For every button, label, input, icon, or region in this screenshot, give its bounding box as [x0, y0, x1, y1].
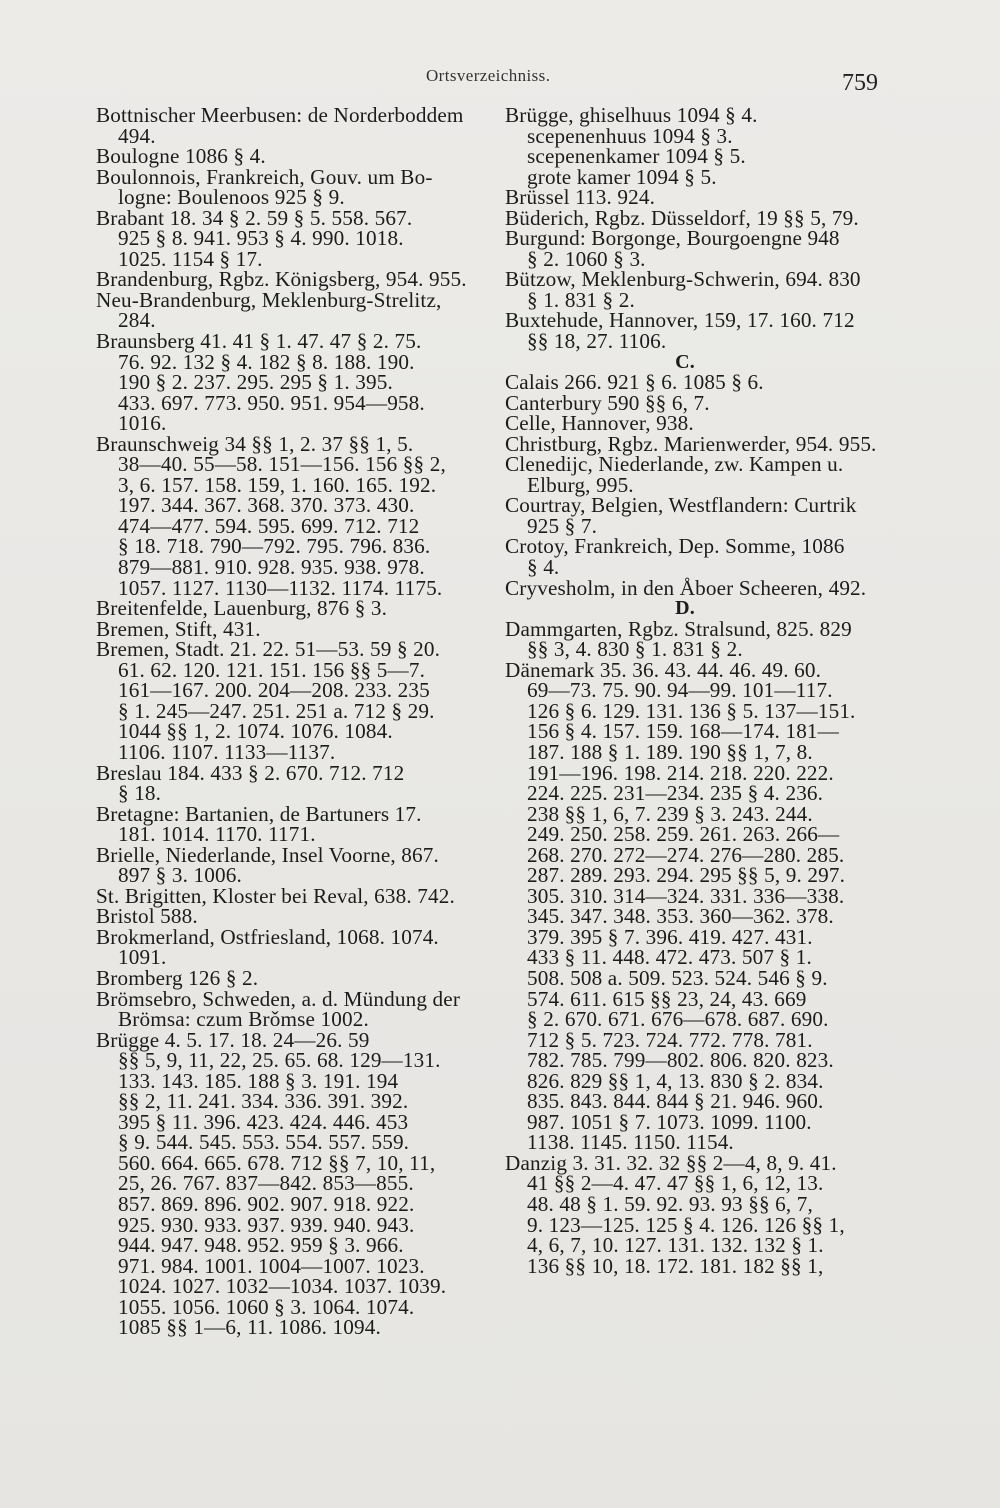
index-entry-continuation: §§ 5, 9, 11, 22, 25. 65. 68. 129—131. — [118, 1048, 441, 1073]
index-entry-continuation: 879—881. 910. 928. 935. 938. 978. — [118, 555, 425, 580]
index-entry-continuation: 38—40. 55—58. 151—156. 156 §§ 2, — [118, 452, 446, 477]
index-entry-continuation: 61. 62. 120. 121. 151. 156 §§ 5—7. — [118, 657, 426, 682]
index-entry-continuation: 287. 289. 293. 294. 295 §§ 5, 9. 297. — [527, 863, 846, 888]
index-entry: Neu-Brandenburg, Meklenburg-Strelitz, — [96, 287, 442, 312]
index-entry-continuation: § 1. 245—247. 251. 251 a. 712 § 29. — [118, 698, 435, 723]
index-entry: Crotoy, Frankreich, Dep. Somme, 1086 — [505, 534, 845, 559]
index-entry-continuation: 249. 250. 258. 259. 261. 263. 266— — [527, 822, 840, 847]
index-entry-continuation: 1016. — [118, 411, 167, 436]
index-entry: Brömsebro, Schweden, a. d. Mündung der — [96, 986, 461, 1011]
index-entry-continuation: 835. 843. 844. 844 § 21. 946. 960. — [527, 1089, 824, 1114]
index-entry: Brielle, Niederlande, Insel Voorne, 867. — [96, 842, 439, 867]
index-entry-continuation: §§ 3, 4. 830 § 1. 831 § 2. — [527, 637, 743, 662]
page-number: 759 — [842, 70, 878, 96]
index-entry-continuation: 268. 270. 272—274. 276—280. 285. — [527, 842, 845, 867]
index-entry-continuation: §§ 18, 27. 1106. — [527, 329, 667, 354]
index-entry-continuation: § 2. 670. 671. 676—678. 687. 690. — [527, 1007, 829, 1032]
index-entry-continuation: 826. 829 §§ 1, 4, 13. 830 § 2. 834. — [527, 1068, 824, 1093]
index-entry: Christburg, Rgbz. Marienwerder, 954. 955. — [505, 431, 877, 456]
index-entry-continuation: § 18. 718. 790—792. 795. 796. 836. — [118, 534, 431, 559]
index-entry-continuation: 1024. 1027. 1032—1034. 1037. 1039. — [118, 1274, 447, 1299]
index-entry-continuation: § 18. — [118, 781, 162, 806]
index-entry-continuation: 187. 188 § 1. 189. 190 §§ 1, 7, 8. — [527, 739, 813, 764]
index-entry: Boulogne 1086 § 4. — [96, 144, 266, 169]
index-entry-continuation: 433 § 11. 448. 472. 473. 507 § 1. — [527, 945, 812, 970]
index-entry: Calais 266. 921 § 6. 1085 § 6. — [505, 370, 764, 395]
index-entry-continuation: 156 § 4. 157. 159. 168—174. 181— — [527, 719, 840, 744]
index-entry-continuation: § 9. 544. 545. 553. 554. 557. 559. — [118, 1130, 410, 1155]
index-entry-continuation: 574. 611. 615 §§ 23, 24, 43. 669 — [527, 986, 807, 1011]
index-entry: Brokmerland, Ostfriesland, 1068. 1074. — [96, 924, 439, 949]
index-entry: Brügge, ghiselhuus 1094 § 4. — [505, 103, 758, 127]
index-entry-continuation: Brömsa: czum Brǒmse 1002. — [118, 1007, 369, 1032]
index-entry: Bristol 588. — [96, 904, 198, 929]
index-entry: Burgund: Borgonge, Bourgoengne 948 — [505, 226, 840, 251]
index-entry-continuation: scepenenkamer 1094 § 5. — [527, 144, 746, 169]
index-entry-continuation: 987. 1051 § 7. 1073. 1099. 1100. — [527, 1109, 812, 1134]
index-entry-continuation: 197. 344. 367. 368. 370. 373. 430. — [118, 493, 415, 518]
index-entry: Celle, Hannover, 938. — [505, 411, 694, 436]
index-entry-continuation: 3, 6. 157. 158. 159, 1. 160. 165. 192. — [118, 472, 437, 497]
index-entry: Bottnischer Meerbusen: de Norderboddem — [96, 103, 464, 127]
index-entry-continuation: 41 §§ 2—4. 47. 47 §§ 1, 6, 12, 13. — [527, 1171, 824, 1196]
index-entry: Breslau 184. 433 § 2. 670. 712. 712 — [96, 760, 405, 785]
index-entry-continuation: 305. 310. 314—324. 331. 336—338. — [527, 883, 845, 908]
index-entry: Clenedijc, Niederlande, zw. Kampen u. — [505, 452, 844, 477]
index-entry-continuation: 897 § 3. 1006. — [118, 863, 242, 888]
index-entry: Canterbury 590 §§ 6, 7. — [505, 390, 710, 415]
index-column-left — [96, 105, 486, 1338]
index-entry-continuation: logne: Boulenoos 925 § 9. — [118, 185, 345, 210]
index-entry-continuation: 379. 395 § 7. 396. 419. 427. 431. — [527, 924, 813, 949]
index-entry-continuation: 857. 869. 896. 902. 907. 918. 922. — [118, 1191, 415, 1216]
index-entry: Courtray, Belgien, Westflandern: Curtrik — [505, 493, 857, 518]
index-entry-continuation: 238 §§ 1, 6, 7. 239 § 3. 243. 244. — [527, 801, 813, 826]
index-entry: Brüssel 113. 924. — [505, 185, 656, 210]
index-entry-continuation: 1025. 1154 § 17. — [118, 246, 263, 271]
index-entry: Danzig 3. 31. 32. 32 §§ 2—4, 8, 9. 41. — [505, 1150, 837, 1175]
index-entry: Bromberg 126 § 2. — [96, 965, 259, 990]
index-entry-continuation: 126 § 6. 129. 131. 136 § 5. 137—151. — [527, 698, 856, 723]
index-entry: Boulonnois, Frankreich, Gouv. um Bo- — [96, 164, 433, 189]
index-entry-continuation: 474—477. 594. 595. 699. 712. 712 — [118, 513, 420, 538]
index-entry-continuation: 4, 6, 7, 10. 127. 131. 132. 132 § 1. — [527, 1233, 824, 1258]
index-column-right — [505, 105, 895, 1276]
index-entry-continuation: 161—167. 200. 204—208. 233. 235 — [118, 678, 430, 703]
index-entry-continuation: 9. 123—125. 125 § 4. 126. 126 §§ 1, — [527, 1212, 845, 1237]
index-entry: Brügge 4. 5. 17. 18. 24—26. 59 — [96, 1027, 370, 1052]
index-entry-continuation: 190 § 2. 237. 295. 295 § 1. 395. — [118, 370, 393, 395]
running-head: Ortsverzeichniss. — [426, 66, 551, 85]
index-entry-continuation: 925 § 7. — [527, 513, 598, 538]
index-entry-continuation: 224. 225. 231—234. 235 § 4. 236. — [527, 781, 824, 806]
index-entry-continuation: 25, 26. 767. 837—842. 853—855. — [118, 1171, 414, 1196]
index-entry: Braunschweig 34 §§ 1, 2. 37 §§ 1, 5. — [96, 431, 414, 456]
index-entry-continuation: 1138. 1145. 1150. 1154. — [527, 1130, 734, 1155]
index-entry-continuation: §§ 2, 11. 241. 334. 336. 391. 392. — [118, 1089, 409, 1114]
index-entry: St. Brigitten, Kloster bei Reval, 638. 742. — [96, 883, 455, 908]
index-entry-continuation: 395 § 11. 396. 423. 424. 446. 453 — [118, 1109, 409, 1134]
index-entry: Dammgarten, Rgbz. Stralsund, 825. 829 — [505, 616, 852, 641]
index-entry-continuation: 1091. — [118, 945, 167, 970]
index-entry-continuation: grote kamer 1094 § 5. — [527, 164, 717, 189]
index-entry-continuation: 971. 984. 1001. 1004—1007. 1023. — [118, 1253, 425, 1278]
index-entry: Cryvesholm, in den Åboer Scheeren, 492. — [505, 575, 867, 600]
section-letter: C. — [675, 350, 695, 373]
index-entry-continuation: § 4. — [527, 555, 560, 580]
index-entry-continuation: 133. 143. 185. 188 § 3. 191. 194 — [118, 1068, 399, 1093]
index-entry-continuation: Elburg, 995. — [527, 472, 634, 497]
index-entry-continuation: 1055. 1056. 1060 § 3. 1064. 1074. — [118, 1294, 415, 1319]
index-entry: Breitenfelde, Lauenburg, 876 § 3. — [96, 596, 388, 621]
index-entry-continuation: 712 § 5. 723. 724. 772. 778. 781. — [527, 1027, 813, 1052]
index-entry-continuation: § 1. 831 § 2. — [527, 287, 635, 312]
index-entry: Brabant 18. 34 § 2. 59 § 5. 558. 567. — [96, 205, 413, 230]
index-entry: Bremen, Stift, 431. — [96, 616, 261, 641]
index-entry-continuation: 345. 347. 348. 353. 360—362. 378. — [527, 904, 834, 929]
index-entry-continuation: 433. 697. 773. 950. 951. 954—958. — [118, 390, 425, 415]
index-entry: Bützow, Meklenburg-Schwerin, 694. 830 — [505, 267, 861, 292]
index-entry-continuation: 69—73. 75. 90. 94—99. 101—117. — [527, 678, 833, 703]
index-entry: Büderich, Rgbz. Düsseldorf, 19 §§ 5, 79. — [505, 205, 859, 230]
index-entry-continuation: 508. 508 a. 509. 523. 524. 546 § 9. — [527, 965, 828, 990]
index-entry-continuation: 76. 92. 132 § 4. 182 § 8. 188. 190. — [118, 349, 415, 374]
index-entry-continuation: 560. 664. 665. 678. 712 §§ 7, 10, 11, — [118, 1150, 436, 1175]
index-entry-continuation: 136 §§ 10, 18. 172. 181. 182 §§ 1, — [527, 1253, 824, 1278]
index-entry-continuation: 925. 930. 933. 937. 939. 940. 943. — [118, 1212, 415, 1237]
index-entry-continuation: 1106. 1107. 1133—1137. — [118, 739, 336, 764]
index-entry-continuation: 944. 947. 948. 952. 959 § 3. 966. — [118, 1233, 404, 1258]
index-entry: Bretagne: Bartanien, de Bartuners 17. — [96, 801, 422, 826]
index-entry-continuation: 1057. 1127. 1130—1132. 1174. 1175. — [118, 575, 443, 600]
index-entry-continuation: 1044 §§ 1, 2. 1074. 1076. 1084. — [118, 719, 393, 744]
index-entry: Brandenburg, Rgbz. Königsberg, 954. 955. — [96, 267, 467, 292]
index-entry-continuation: § 2. 1060 § 3. — [527, 246, 646, 271]
index-entry-continuation: 48. 48 § 1. 59. 92. 93. 93 §§ 6, 7, — [527, 1191, 813, 1216]
index-entry-continuation: scepenenhuus 1094 § 3. — [527, 123, 733, 148]
index-entry: Braunsberg 41. 41 § 1. 47. 47 § 2. 75. — [96, 329, 422, 354]
index-entry-continuation: 191—196. 198. 214. 218. 220. 222. — [527, 760, 834, 785]
index-entry-continuation: 284. — [118, 308, 156, 333]
index-entry-continuation: 181. 1014. 1170. 1171. — [118, 822, 316, 847]
index-entry-continuation: 1085 §§ 1—6, 11. 1086. 1094. — [118, 1315, 381, 1340]
index-entry-continuation: 925 § 8. 941. 953 § 4. 990. 1018. — [118, 226, 404, 251]
index-entry-continuation: 494. — [118, 123, 156, 148]
index-entry: Bremen, Stadt. 21. 22. 51—53. 59 § 20. — [96, 637, 441, 662]
section-letter: D. — [675, 597, 695, 620]
index-entry-continuation: 782. 785. 799—802. 806. 820. 823. — [527, 1048, 834, 1073]
index-entry: Buxtehude, Hannover, 159, 17. 160. 712 — [505, 308, 855, 333]
index-entry: Dänemark 35. 36. 43. 44. 46. 49. 60. — [505, 657, 822, 682]
